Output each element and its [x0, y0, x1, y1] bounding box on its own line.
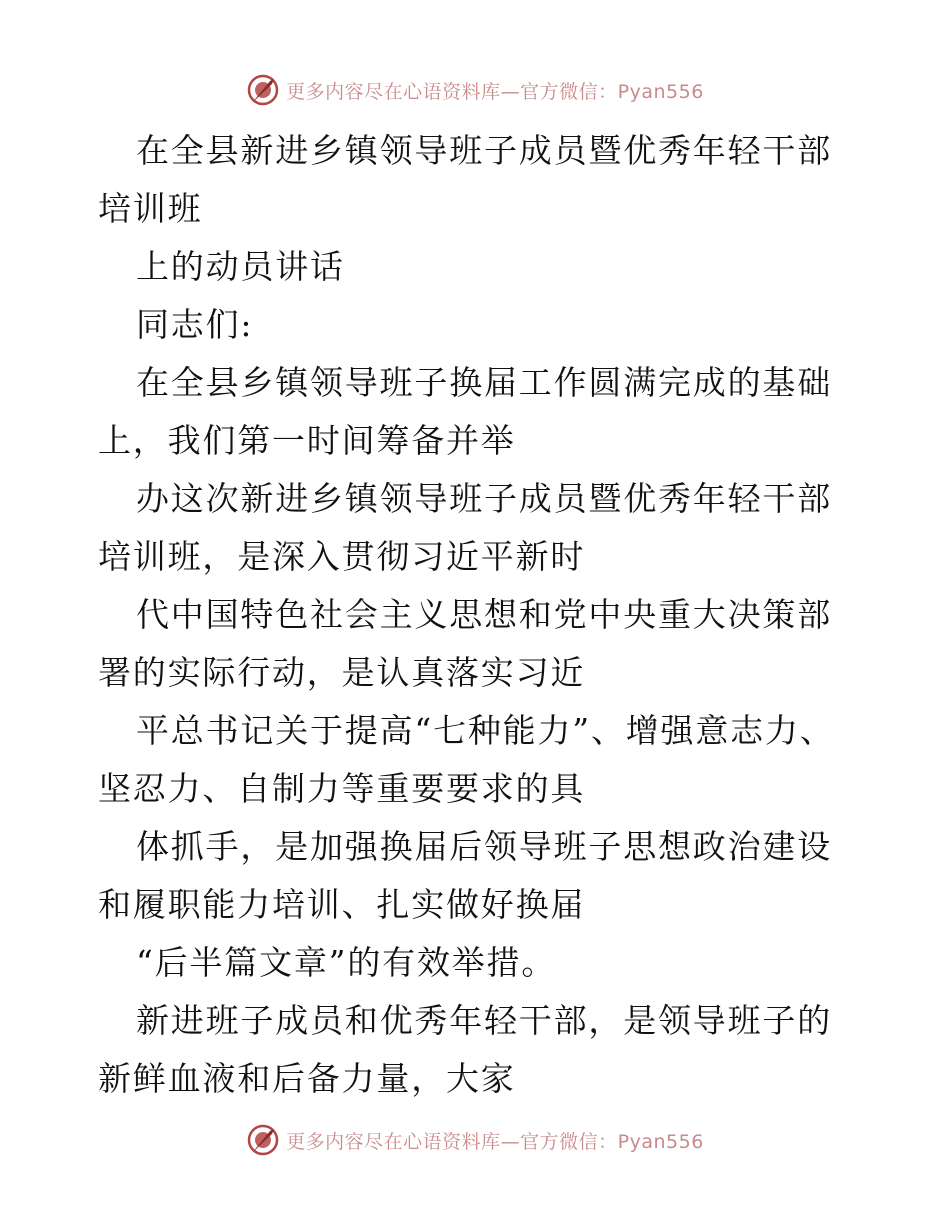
watermark-text: 更多内容尽在心语资料库—官方微信：Pyan556 [286, 1130, 704, 1153]
document-body [98, 122, 858, 1108]
quill-logo-icon [246, 73, 280, 107]
paragraph: 平总书记关于提高“七种能力”、增强意志力、坚忍力、自制力等重要要求的具 [98, 711, 835, 808]
title-line: 在全县新进乡镇领导班子成员暨优秀年轻干部培训班 [98, 131, 832, 228]
paragraph: 体抓手，是加强换届后领导班子思想政治建设和履职能力培训、扎实做好换届 [98, 827, 832, 924]
quill-logo-icon [246, 1123, 280, 1157]
paragraph: 代中国特色社会主义思想和党中央重大决策部署的实际行动，是认真落实习近 [98, 595, 832, 692]
footer-watermark [0, 1120, 950, 1160]
salutation: 同志们: [136, 305, 254, 344]
paragraph: 办这次新进乡镇领导班子成员暨优秀年轻干部培训班，是深入贯彻习近平新时 [98, 479, 832, 576]
title-line-2: 上的动员讲话 [136, 247, 345, 286]
paragraph: 在全县乡镇领导班子换届工作圆满完成的基础上，我们第一时间筹备并举 [98, 363, 832, 460]
watermark-text: 更多内容尽在心语资料库—官方微信：Pyan556 [286, 80, 704, 103]
paragraph: 新进班子成员和优秀年轻干部，是领导班子的新鲜血液和后备力量，大家 [98, 1001, 832, 1098]
paragraph: “后半篇文章”的有效举措。 [136, 943, 557, 982]
header-watermark [0, 70, 950, 110]
